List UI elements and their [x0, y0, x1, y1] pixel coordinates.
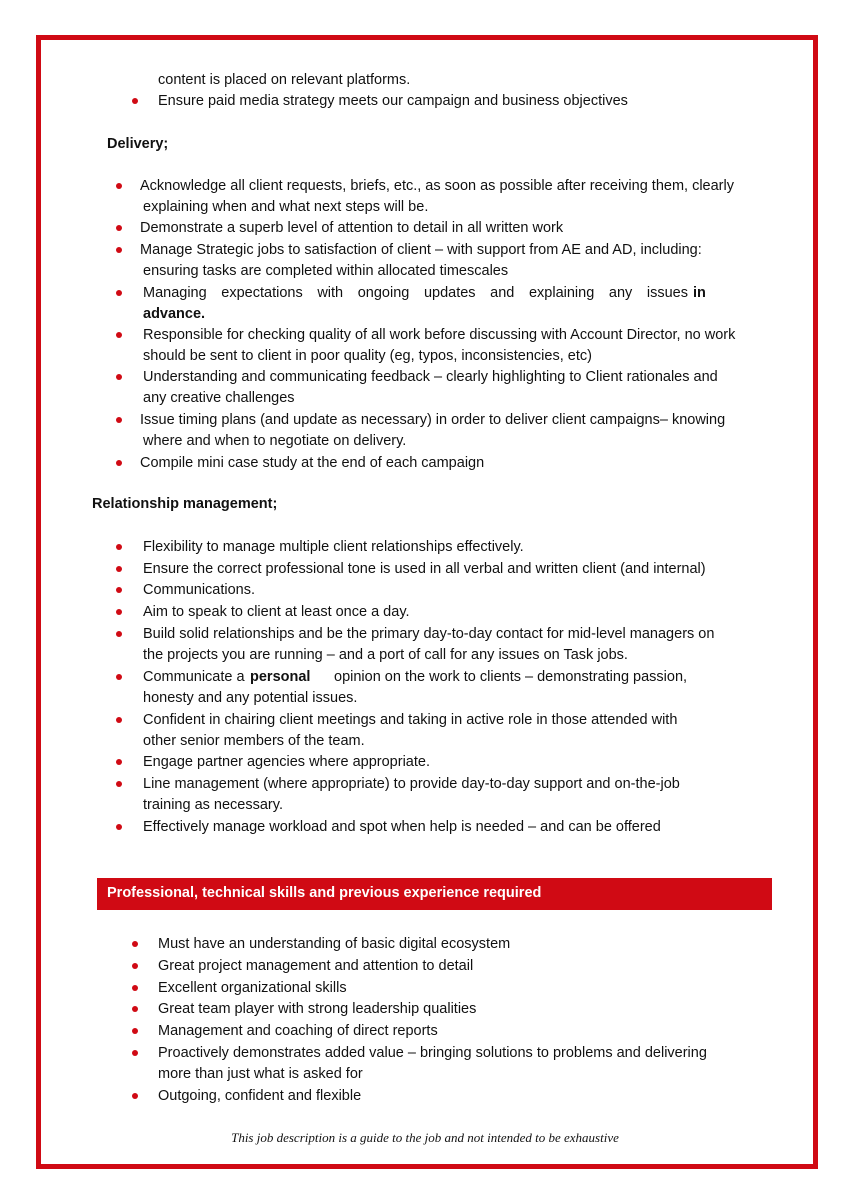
list-item-continuation: other senior members of the team. [143, 733, 365, 749]
list-item: Ensure the correct professional tone is used in all verbal and written client (and internal) [143, 561, 706, 577]
relationship-heading: Relationship management; [92, 496, 278, 512]
bullet-icon [116, 717, 122, 723]
list-item-continuation: where and when to negotiate on delivery. [143, 433, 407, 449]
list-item: Must have an understanding of basic digital ecosystem [158, 936, 511, 952]
list-item-bold: personal [250, 669, 311, 685]
list-item: Great project management and attention to detail [158, 958, 474, 974]
list-item-continuation: honesty and any potential issues. [143, 690, 358, 706]
list-item: Compile mini case study at the end of each campaign [140, 455, 485, 471]
list-item: Line management (where appropriate) to provide day-to-day support and on-the-job [143, 776, 680, 792]
bullet-icon [116, 374, 122, 380]
list-item: Responsible for checking quality of all work before discussing with Account Director, no work [143, 327, 736, 343]
list-item-continuation: the projects you are running – and a port of call for any issues on Task jobs. [143, 647, 628, 663]
list-item-continuation: should be sent to client in poor quality (eg, typos, inconsistencies, etc) [143, 348, 592, 364]
bullet-icon [132, 941, 138, 947]
footer-note: This job description is a guide to the job and not intended to be exhaustive [231, 1130, 619, 1145]
bullet-icon [132, 1050, 138, 1056]
list-item-continuation: any creative challenges [143, 390, 295, 406]
bullet-icon [116, 247, 122, 253]
list-item: Managing expectations with ongoing updates and explaining any issues [143, 285, 688, 301]
bullet-icon [116, 781, 122, 787]
list-item-continuation: content is placed on relevant platforms. [158, 72, 411, 88]
list-item: Proactively demonstrates added value – bringing solutions to problems and delivering [158, 1045, 707, 1061]
list-item: Ensure paid media strategy meets our campaign and business objectives [158, 93, 628, 109]
list-item-continuation: explaining when and what next steps will be. [143, 199, 429, 215]
bullet-icon [116, 609, 122, 615]
list-item: Issue timing plans (and update as necessary) in order to deliver client campaigns– knowing [140, 412, 726, 428]
list-item: Management and coaching of direct reports [158, 1023, 438, 1039]
list-item-continuation: more than just what is asked for [158, 1066, 363, 1082]
bullet-icon [132, 1028, 138, 1034]
bullet-icon [116, 544, 122, 550]
list-item: Flexibility to manage multiple client relationships effectively. [143, 539, 524, 555]
list-item-bold: in [693, 285, 706, 301]
list-item: Manage Strategic jobs to satisfaction of client – with support from AE and AD, including: [140, 242, 702, 258]
list-item: Aim to speak to client at least once a day. [143, 604, 410, 620]
list-item: Confident in chairing client meetings and taking in active role in those attended with [143, 712, 678, 728]
list-item-continuation: training as necessary. [143, 797, 283, 813]
bullet-icon [132, 963, 138, 969]
list-item: Communicate a [143, 669, 245, 685]
bullet-icon [132, 1093, 138, 1099]
list-item: Build solid relationships and be the primary day-to-day contact for mid-level managers on [143, 626, 715, 642]
bullet-icon [132, 985, 138, 991]
list-item: Excellent organizational skills [158, 980, 347, 996]
bullet-icon [116, 631, 122, 637]
bullet-icon [116, 225, 122, 231]
list-item-continuation: ensuring tasks are completed within allocated timescales [143, 263, 509, 279]
bullet-icon [116, 332, 122, 338]
list-item-continuation: advance. [143, 306, 206, 322]
list-item: opinion on the work to clients – demonstrating passion, [334, 669, 688, 685]
list-item: Understanding and communicating feedback – clearly highlighting to Client rationales and [143, 369, 718, 385]
bullet-icon [132, 98, 138, 104]
bullet-icon [116, 759, 122, 765]
list-item: Great team player with strong leadership qualities [158, 1001, 477, 1017]
section-banner: Professional, technical skills and previous experience required [97, 878, 772, 910]
bullet-icon [116, 587, 122, 593]
bullet-icon [116, 417, 122, 423]
list-item: Effectively manage workload and spot when help is needed – and can be offered [143, 819, 661, 835]
list-item: Acknowledge all client requests, briefs, etc., as soon as possible after receiving them, clearly [140, 178, 734, 194]
bullet-icon [116, 674, 122, 680]
delivery-heading: Delivery; [107, 136, 169, 152]
bullet-icon [116, 824, 122, 830]
bullet-icon [116, 460, 122, 466]
list-item: Demonstrate a superb level of attention to detail in all written work [140, 220, 564, 236]
list-item: Communications. [143, 582, 256, 598]
bullet-icon [116, 290, 122, 296]
bullet-icon [116, 566, 122, 572]
bullet-icon [116, 183, 122, 189]
bullet-icon [132, 1006, 138, 1012]
list-item: Engage partner agencies where appropriate. [143, 754, 430, 770]
list-item: Outgoing, confident and flexible [158, 1088, 362, 1104]
